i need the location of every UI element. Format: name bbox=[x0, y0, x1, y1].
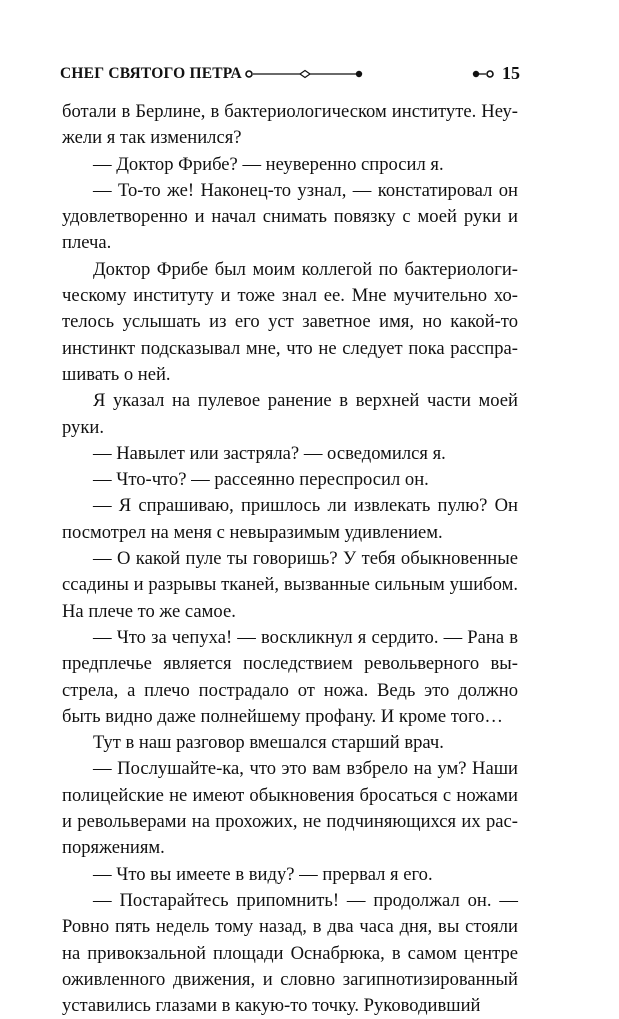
paragraph: Я указал на пулевое ранение в верхней части моей руки. bbox=[62, 390, 518, 438]
page-number: 15 bbox=[502, 63, 520, 83]
paragraph: Тут в наш разговор вмешался старший врач. bbox=[93, 732, 444, 754]
paragraph: — Что за чепуха! — воскликнул я сердито. — Рана в предплечье является последствием револьверного выстрела, а плечо пострадало от ножа. Ведь это должно быть видно даже полнейшему профану. И кроме того… bbox=[62, 626, 518, 727]
paragraph: — Навылет или застряла? — осведомился я. bbox=[93, 442, 446, 464]
ornament-right-icon bbox=[472, 68, 498, 80]
paragraph: — То-то же! Наконец-то узнал, — констатировал он удовлетворенно и начал снимать повязку с моей руки и плеча. bbox=[62, 179, 518, 254]
running-title: СНЕГ СВЯТОГО ПЕТРА bbox=[60, 65, 242, 82]
paragraph: Доктор Фрибе был моим коллегой по бактериологическому институту и тоже знал ее. Мне мучительно хотелось услышать из его уст заветное имя, но какой-то инстинкт подсказывал мне, что не следует пока расспрашивать о ней. bbox=[62, 258, 518, 385]
paragraph: — Что вы имеете в виду? — прервал я его. bbox=[93, 863, 433, 885]
paragraph: — Доктор Фрибе? — неуверенно спросил я. bbox=[93, 153, 444, 175]
paragraph: — Послушайте-ка, что это вам взбрело на ум? Наши полицейские не имеют обыкновения бросаться с ножами и револьверами на прохожих, не подчиняющихся их распоряжениям. bbox=[62, 758, 518, 859]
paragraph: — О какой пуле ты говоришь? У тебя обыкновенные ссадины и разрывы тканей, вызванные сильным ушибом. На плече то же самое. bbox=[62, 548, 518, 622]
body-text bbox=[62, 99, 518, 1019]
page-header bbox=[60, 62, 520, 88]
paragraph: ботали в Берлине, в бактериологическом институте. Неужели я так изменился? bbox=[62, 101, 518, 149]
paragraph: — Постарайтесь припомнить! — продолжал он. — Ровно пять недель тому назад, в два часа дня, вы стояли на привокзальной площади Оснабрюка, в самом центре оживленного движения, и словно загипнотизированный уставились глазами в какую-то точку. Руководивший bbox=[62, 889, 518, 1017]
paragraph: — Что-что? — рассеянно переспросил он. bbox=[93, 469, 429, 491]
ornament-left-icon bbox=[244, 68, 364, 80]
paragraph: — Я спрашиваю, пришлось ли извлекать пулю? Он посмотрел на меня с невыразимым удивлением. bbox=[62, 495, 518, 543]
